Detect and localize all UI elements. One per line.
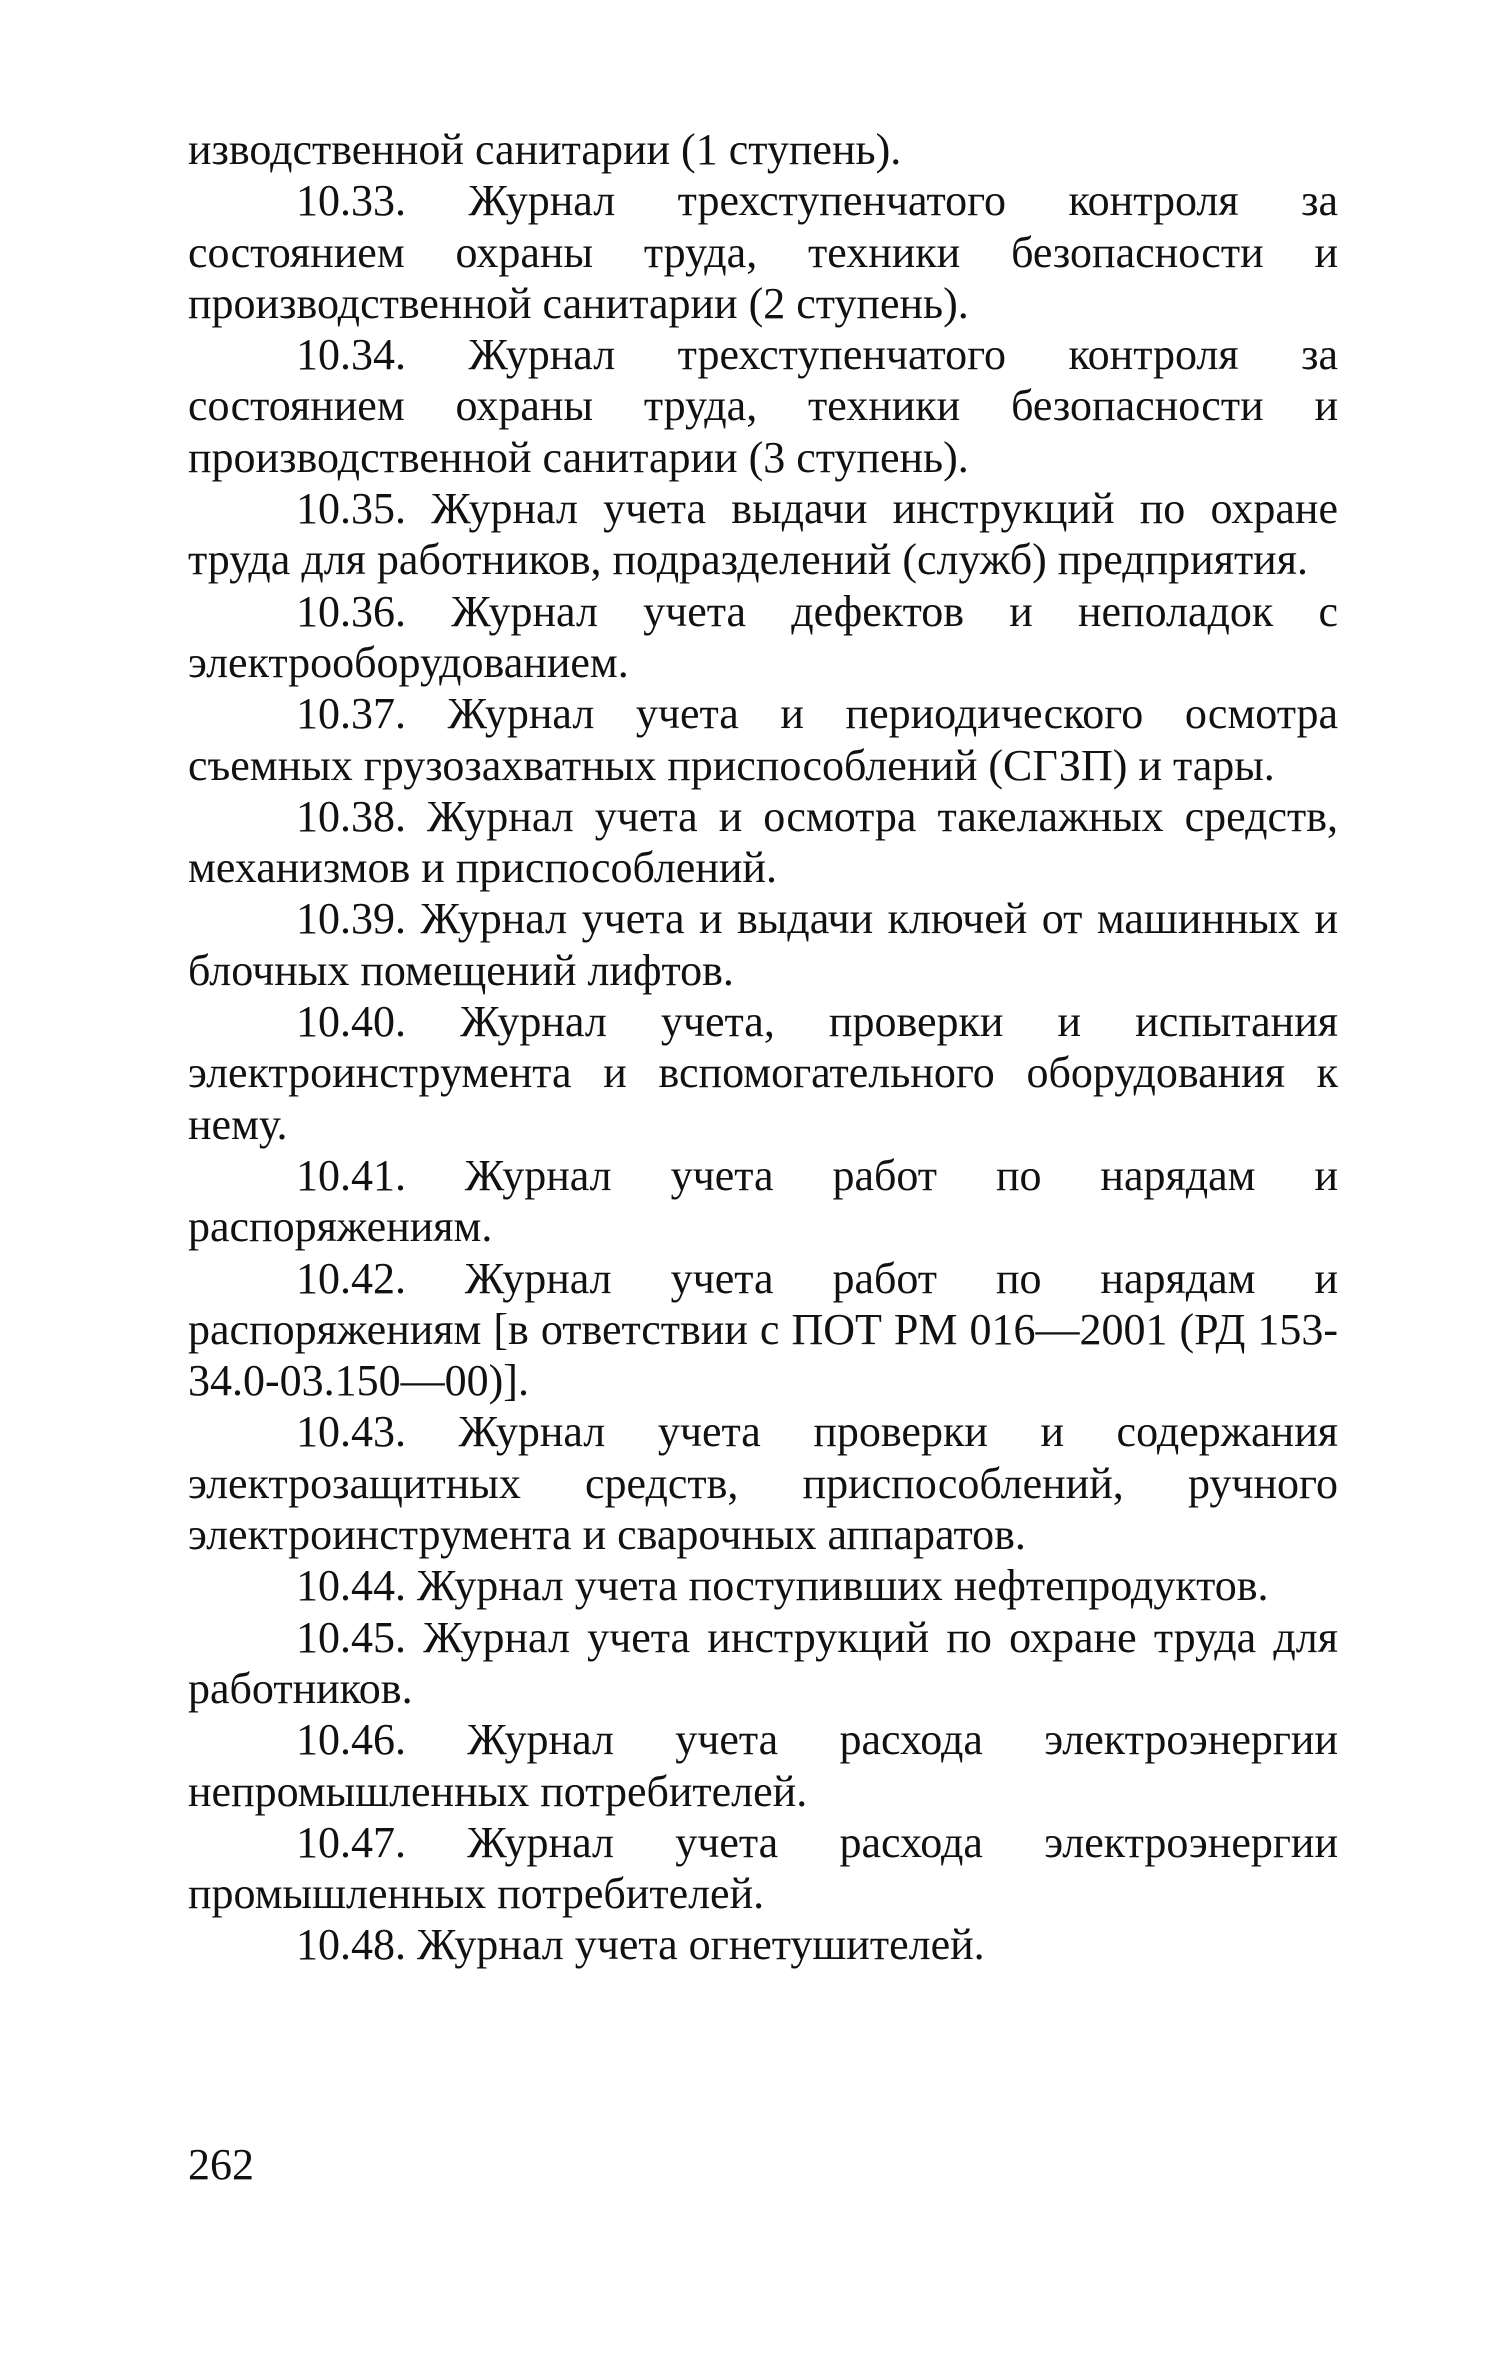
list-item-10-40: 10.40. Журнал учета, проверки и испытания электроинструмента и вспомогательного оборудования к нему. (188, 997, 1338, 1149)
list-item-10-35: 10.35. Журнал учета выдачи инструкций по охране труда для работников, подразделений (служб) предприятия. (188, 484, 1338, 585)
list-item-10-33: 10.33. Журнал трехступенчатого контроля за состоянием охраны труда, техники безопасности и производственной санитарии (2 ступень). (188, 176, 1338, 328)
list-item-10-39: 10.39. Журнал учета и выдачи ключей от машинных и блочных помещений лифтов. (188, 894, 1338, 995)
list-item-10-46: 10.46. Журнал учета расхода электроэнергии непромышленных потребителей. (188, 1715, 1338, 1816)
body-text (188, 124, 1338, 1971)
list-item-10-34: 10.34. Журнал трехступенчатого контроля за состоянием охраны труда, техники безопасности и производственной санитарии (3 ступень). (188, 330, 1338, 482)
list-item-10-48: 10.48. Журнал учета огнетушителей. (296, 1920, 985, 1970)
list-item-10-45: 10.45. Журнал учета инструкций по охране труда для работников. (188, 1612, 1338, 1713)
continuation-paragraph: изводственной санитарии (1 ступень). (188, 125, 902, 174)
list-item-10-37: 10.37. Журнал учета и периодического осмотра съемных грузозахватных приспособлений (СГЗП) и тары. (188, 689, 1338, 790)
list-item-10-41: 10.41. Журнал учета работ по нарядам и распоряжениям. (188, 1150, 1338, 1252)
list-item-10-38: 10.38. Журнал учета и осмотра такелажных средств, механизмов и приспособлений. (188, 791, 1338, 893)
list-item-10-44: 10.44. Журнал учета поступивших нефтепродуктов. (296, 1561, 1269, 1611)
list-item-10-42: 10.42. Журнал учета работ по нарядам и распоряжениям [в ответствии с ПОТ РМ 016—2001 (РД 153-34.0-03.150—00)]. (188, 1253, 1338, 1406)
list-item-10-43: 10.43. Журнал учета проверки и содержания электрозащитных средств, приспособлений, ручного электроинструмента и сварочных аппаратов. (188, 1407, 1338, 1560)
list-item-10-36: 10.36. Журнал учета дефектов и неполадок с электрооборудованием. (188, 586, 1338, 687)
page-number: 262 (188, 2140, 254, 2189)
list-item-10-47: 10.47. Журнал учета расхода электроэнергии промышленных потребителей. (188, 1817, 1338, 1919)
